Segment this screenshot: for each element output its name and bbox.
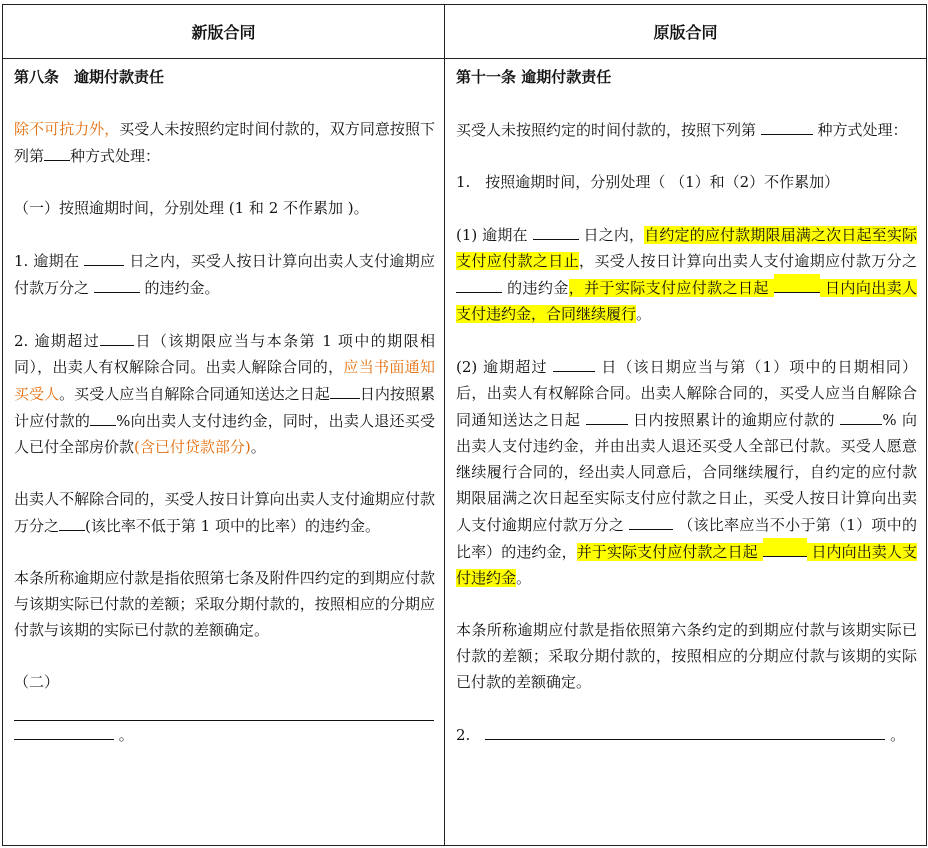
left-paragraph-8 [14,721,435,748]
left-paragraph-5 [14,486,435,539]
left-p4-text-a: 2. 逾期超过 [14,332,101,350]
right-p6-end: 。 [885,726,906,744]
right-p3-blank-2 [456,274,502,293]
right-p4-highlight-b: 日内向出卖人支付违约金 [456,543,917,587]
right-p4-text-e: （该比率应当不小于第（1）项中的比率）的违约金， [456,516,917,561]
right-p3-highlight-1: 自约定的应付款期限届满之次日起至实际支付应付款之日止 [456,226,917,270]
right-p1-blank [761,116,813,135]
right-p3-blank-1 [533,221,579,240]
right-p4-text-a: (2) 逾期超过 [456,358,554,376]
content-row [3,59,927,846]
right-p4-text-b: 日（该日期应当与第（1）项中的日期相同）后，出卖人有权解除合同。出卖人解除合同的，买受人应当自解除合同通知送达之日起 [456,358,917,429]
right-p3-highlight-2a: ，并于实际支付应付款之日起 [568,279,774,297]
right-paragraph-1 [456,116,917,143]
right-paragraph-5: 本条所称逾期应付款是指依照第六条约定的到期应付款与该期实际已付款的差额；采取分期付款的，按照相应的分期应付款与该期的实际已付款的差额确定。 [456,621,917,691]
right-p4-text-c: 日内按照累计的逾期应付款的 [627,411,841,429]
left-fill-line [14,695,434,721]
left-p3-text-b: 日之内，买受人按日计算向出卖人支付逾期应付款万分之 [14,252,435,297]
left-p4-text-d: 日内按照累计应付款的 [14,385,435,430]
right-p4-blank-4 [629,511,673,530]
right-p6-text-a: 2. [456,726,486,744]
left-paragraph-3 [14,247,435,301]
right-p4-highlight-a: 并于实际支付应付款之日起 [576,543,763,561]
left-p1-text-b: 种方式处理： [70,147,161,165]
right-paragraph-4 [456,353,917,591]
right-fill-line [485,721,885,740]
left-paragraph-6: 本条所称逾期应付款是指依照第七条及附件四约定的到期应付款与该期实际已付款的差额；采取分期付款的，按照相应的分期应付款与该期的实际已付款的差额确定。 [14,569,435,639]
left-p4-orange-1: 应当书面通知买受人 [14,358,435,403]
right-p4-text-f: 。 [516,569,532,587]
left-p4-orange-2: (含已付贷款部分) [134,438,251,456]
right-p3-text-c: ，买受人按日计算向出卖人支付逾期应付款万分之 [579,252,917,270]
left-p3-blank-1 [84,247,124,266]
right-p4-blank-1 [553,353,595,372]
left-p8-end: 。 [114,726,134,744]
left-article-title: 第八条 逾期付款责任 [14,68,165,86]
left-p4-blank-1 [100,327,134,346]
left-p3-text-a: 1. 逾期在 [14,252,85,270]
left-p5-text-a: 出卖人不解除合同的，买受人按日计算向出卖人支付逾期应付款万分之 [14,490,435,535]
right-p3-text-e: 。 [636,305,652,323]
right-p4-highlight-blank [763,538,807,557]
left-p4-blank-2 [330,380,360,399]
right-p3-text-b: 日之内， [578,226,645,244]
right-p4-blank-3 [840,406,882,425]
header-original-contract: 原版合同 [445,5,927,59]
left-paragraph-7: （二） [14,673,60,691]
header-row [3,5,927,59]
left-p4-text-e: %向出卖人支付违约金，同时，出卖人退还买受人已付全部房价款 [14,412,435,456]
left-paragraph-1 [14,116,435,169]
right-p3-text-a: (1) 逾期在 [456,226,533,244]
right-paragraph-3 [456,221,917,327]
left-p4-text-b: 日（该期限应当与本条第 1 项中的期限相同），出卖人有权解除合同。出卖人解除合同的， [14,332,435,376]
right-p1-text-a: 买受人未按照约定的时间付款的，按照下列第 [456,121,761,139]
left-paragraph-4 [14,327,435,460]
right-paragraph-2: 1. 按照逾期时间，分别处理（ （1）和（2）不作累加） [456,173,840,191]
left-p1-text-a: 买受人未按照约定时间付款的，双方同意按照下列第 [14,120,435,165]
right-p3-text-d: 的违约金 [502,279,569,297]
right-article-title: 第十一条 逾期付款责任 [456,68,612,86]
left-p1-orange: 除不可抗力外， [14,120,120,138]
new-contract-cell [3,59,445,846]
left-p1-blank [44,142,70,161]
left-p3-blank-2 [94,274,140,293]
comparison-table [2,4,927,846]
left-fill-line-short [14,721,114,740]
right-p3-highlight-blank [774,274,820,293]
left-p5-text-b: (该比率不低于第 1 项中的比率）的违约金。 [85,517,380,535]
left-p4-blank-3 [90,407,116,426]
right-p1-text-b: 种方式处理： [812,121,908,139]
left-p4-text-f: 。 [250,438,266,456]
left-p5-blank [59,512,85,531]
original-contract-cell [445,59,927,846]
right-paragraph-6 [456,721,917,748]
header-new-contract: 新版合同 [3,5,445,59]
left-paragraph-2: （一）按照逾期时间，分别处理 (1 和 2 不作累加 )。 [14,199,369,217]
left-p4-text-c: 。买受人应当自解除合同通知送达之日起 [59,385,330,403]
right-p4-blank-2 [586,406,628,425]
left-p3-text-c: 的违约金。 [139,279,220,297]
right-p3-highlight-2b: 日内向出卖人支付违约金，合同继续履行 [456,279,917,323]
right-p4-text-d: % 向出卖人支付违约金，并由出卖人退还买受人全部已付款。买受人愿意继续履行合同的，经出卖人同意后，合同继续履行，自约定的应付款期限届满之次日起至实际支付应付款之日止，买受人按日计算向出卖人支付逾期应付款万分之 [456,411,917,534]
